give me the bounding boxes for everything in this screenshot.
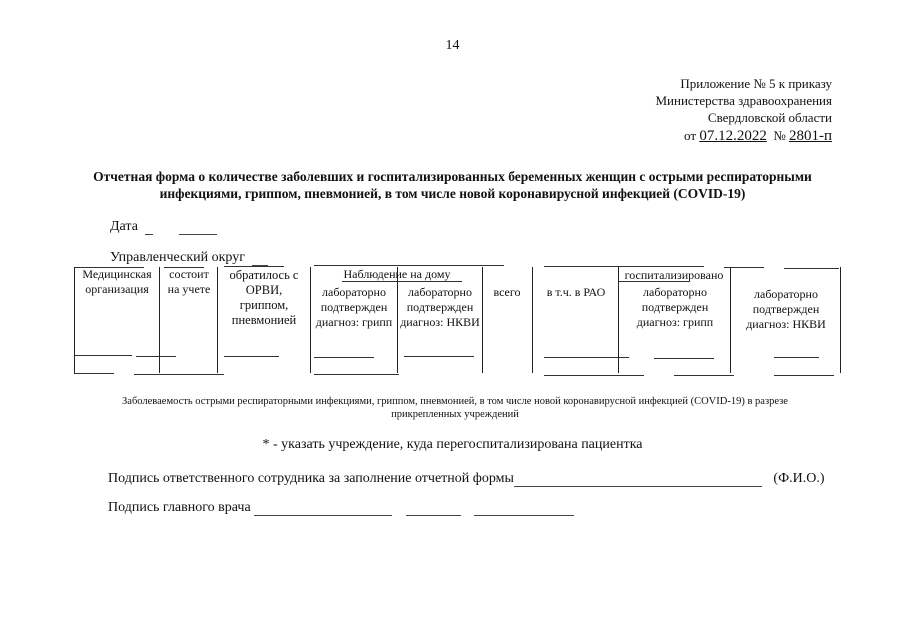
date-blank-1[interactable] xyxy=(145,222,153,235)
date-prefix: от xyxy=(684,128,697,143)
header-med-org: Медицинская организация xyxy=(82,267,152,296)
header-home-observation: Наблюдение на дому xyxy=(343,267,451,281)
header-home-lab-nkvi: лабораторно подтвержден диагноз: НКВИ xyxy=(400,285,480,329)
column-divider xyxy=(840,267,841,373)
table-border xyxy=(224,266,284,267)
chief-signature-line-1[interactable] xyxy=(254,503,392,516)
date-field xyxy=(110,219,217,235)
header-incl-rao: в т.ч. в РАО xyxy=(546,285,606,299)
fio-label: (Ф.И.О.) xyxy=(773,471,825,486)
title-line-1: Отчетная форма о количестве заболевших и госпитализированных беременных женщин с острыми респираторными xyxy=(93,169,812,184)
table-border xyxy=(224,356,279,357)
table-border xyxy=(134,374,224,375)
table-border xyxy=(544,266,704,267)
chief-signature-line-3[interactable] xyxy=(474,503,574,516)
title-line-2: инфекциями, гриппом, пневмонией, в том числе новой коронавирусной инфекцией (COVID-19) xyxy=(159,186,746,201)
order-number: 2801-п xyxy=(788,128,832,144)
table-border xyxy=(314,265,504,266)
header-applied: обратилось с ОРВИ, гриппом, пневмонией xyxy=(229,268,299,327)
footnote: * - указать учреждение, куда перегоспитализирована пациентка xyxy=(262,437,643,452)
table-border xyxy=(784,268,839,269)
column-divider xyxy=(74,267,75,373)
appendix-line-1: Приложение № 5 к приказу xyxy=(680,76,832,91)
header-total: всего xyxy=(493,285,521,299)
column-divider xyxy=(217,267,218,373)
district-label: Управленческий округ xyxy=(110,250,245,265)
form-title xyxy=(70,168,835,202)
table-border xyxy=(544,357,629,358)
district-field xyxy=(110,250,268,266)
table-border xyxy=(774,357,819,358)
order-date: 07.12.2022 xyxy=(699,128,767,144)
responsible-signature xyxy=(108,471,828,487)
header-hospitalized: госпитализировано xyxy=(624,268,724,282)
table-border xyxy=(774,375,834,376)
table-border xyxy=(314,374,399,375)
appendix-line-3: Свердловской области xyxy=(707,110,832,125)
table-border xyxy=(74,373,114,374)
chief-signature-label: Подпись главного врача xyxy=(108,500,251,515)
header-registered: состоит на учете xyxy=(167,267,211,296)
table-border xyxy=(654,358,714,359)
table-border xyxy=(74,355,132,356)
column-divider xyxy=(310,267,311,373)
table-border xyxy=(544,375,644,376)
header-hosp-lab-nkvi: лабораторно подтвержден диагноз: НКВИ xyxy=(746,287,826,331)
chief-signature xyxy=(108,500,574,516)
date-blank-2[interactable] xyxy=(179,222,217,235)
column-divider xyxy=(159,267,160,373)
responsible-signature-line[interactable] xyxy=(514,474,762,487)
appendix-line-2: Министерства здравоохранения xyxy=(655,93,832,108)
table-caption: Заболеваемость острыми респираторными инфекциями, гриппом, пневмонией, в том числе новой коронавирусной инфекцией (COVID-19) в разрезе прикрепленных учреждений xyxy=(122,396,788,420)
column-divider xyxy=(482,267,483,373)
table-border xyxy=(136,356,176,357)
appendix-date-line xyxy=(656,127,833,145)
header-home-lab-flu: лабораторно подтвержден диагноз: грипп xyxy=(315,285,393,329)
table-border xyxy=(404,356,474,357)
chief-signature-line-2[interactable] xyxy=(406,503,461,516)
number-prefix: № xyxy=(773,128,786,143)
appendix-block xyxy=(656,75,833,145)
column-divider xyxy=(532,267,533,373)
report-table xyxy=(74,265,842,377)
date-label: Дата xyxy=(110,219,138,234)
header-hosp-lab-flu: лабораторно подтвержден диагноз: грипп xyxy=(636,285,714,329)
table-border xyxy=(314,357,374,358)
table-border xyxy=(674,375,734,376)
page-number: 14 xyxy=(445,38,460,53)
responsible-signature-label: Подпись ответственного сотрудника за заполнение отчетной формы xyxy=(108,471,514,486)
